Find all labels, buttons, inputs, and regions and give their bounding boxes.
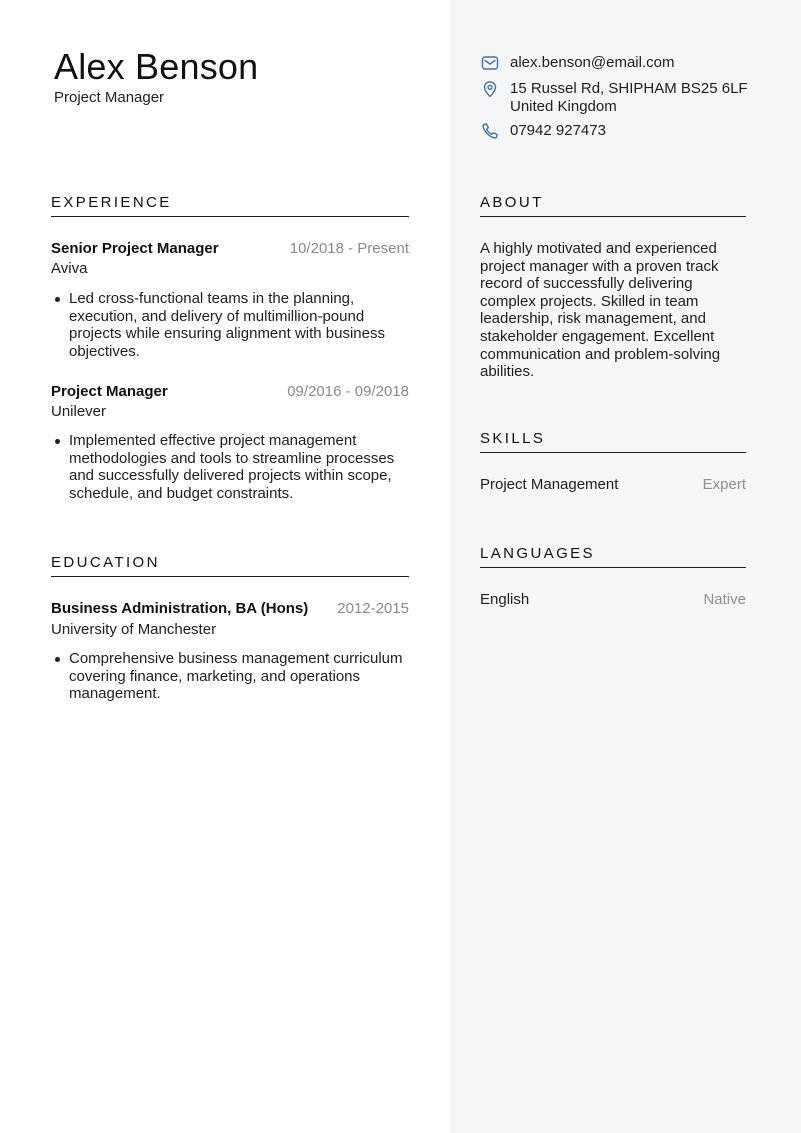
job-bullets <box>51 290 409 360</box>
contact-address-row <box>481 80 748 115</box>
contact-address-line1: 15 Russel Rd, SHIPHAM BS25 6LF <box>510 80 748 97</box>
job-company: Unilever <box>51 403 107 420</box>
about-heading: ABOUT <box>480 194 544 211</box>
job-bullet: Led cross-functional teams in the planning, execution, and delivery of multimillion-pound projects while ensuring alignment with business objectives. <box>51 290 409 360</box>
experience-heading: EXPERIENCE <box>51 194 172 211</box>
skill-level: Expert <box>702 476 746 493</box>
languages-divider <box>480 567 746 568</box>
contact-address <box>510 80 748 115</box>
skill-row <box>480 476 746 494</box>
contact-phone-row <box>481 122 606 140</box>
phone-icon <box>481 122 499 140</box>
job-dates: 10/2018 - Present <box>289 240 409 257</box>
about-text: A highly motivated and experienced project manager with a proven track record of successfully delivering complex projects. Skilled in team leadership, risk management, and stakeholder engagement. Excellent communication and problem-solving abilities. <box>480 240 721 381</box>
location-pin-icon <box>481 80 499 98</box>
contact-phone[interactable]: 07942 927473 <box>510 122 606 139</box>
envelope-icon <box>481 54 499 72</box>
job-company: Aviva <box>51 260 88 277</box>
candidate-name: Alex Benson <box>54 46 259 87</box>
contact-email[interactable]: alex.benson@email.com <box>510 54 675 71</box>
contact-email-row <box>481 54 674 72</box>
job-bullets <box>51 432 409 502</box>
experience-divider <box>51 216 409 217</box>
job-title: Senior Project Manager <box>51 240 219 257</box>
skills-heading: SKILLS <box>480 430 546 447</box>
education-heading: EDUCATION <box>51 554 160 571</box>
education-bullet: Comprehensive business management curriculum covering finance, marketing, and operations management. <box>51 650 409 703</box>
skill-name: Project Management <box>480 476 619 493</box>
job-bullet: Implemented effective project management methodologies and tools to streamline processes and successfully delivered projects within scope, schedule, and budget constraints. <box>51 432 409 502</box>
education-divider <box>51 576 409 577</box>
job-dates: 09/2016 - 09/2018 <box>287 383 409 400</box>
skills-divider <box>480 452 746 453</box>
language-level: Native <box>703 591 746 608</box>
languages-heading: LANGUAGES <box>480 545 595 562</box>
education-school: University of Manchester <box>51 621 217 638</box>
about-divider <box>480 216 746 217</box>
candidate-headline: Project Manager <box>54 89 165 106</box>
education-degree: Business Administration, BA (Hons) <box>51 600 309 617</box>
job-title: Project Manager <box>51 383 168 400</box>
contact-address-line2: United Kingdom <box>510 97 617 115</box>
education-bullets <box>51 650 409 703</box>
education-dates: 2012-2015 <box>337 600 409 617</box>
language-name: English <box>480 591 530 608</box>
language-row <box>480 591 746 609</box>
